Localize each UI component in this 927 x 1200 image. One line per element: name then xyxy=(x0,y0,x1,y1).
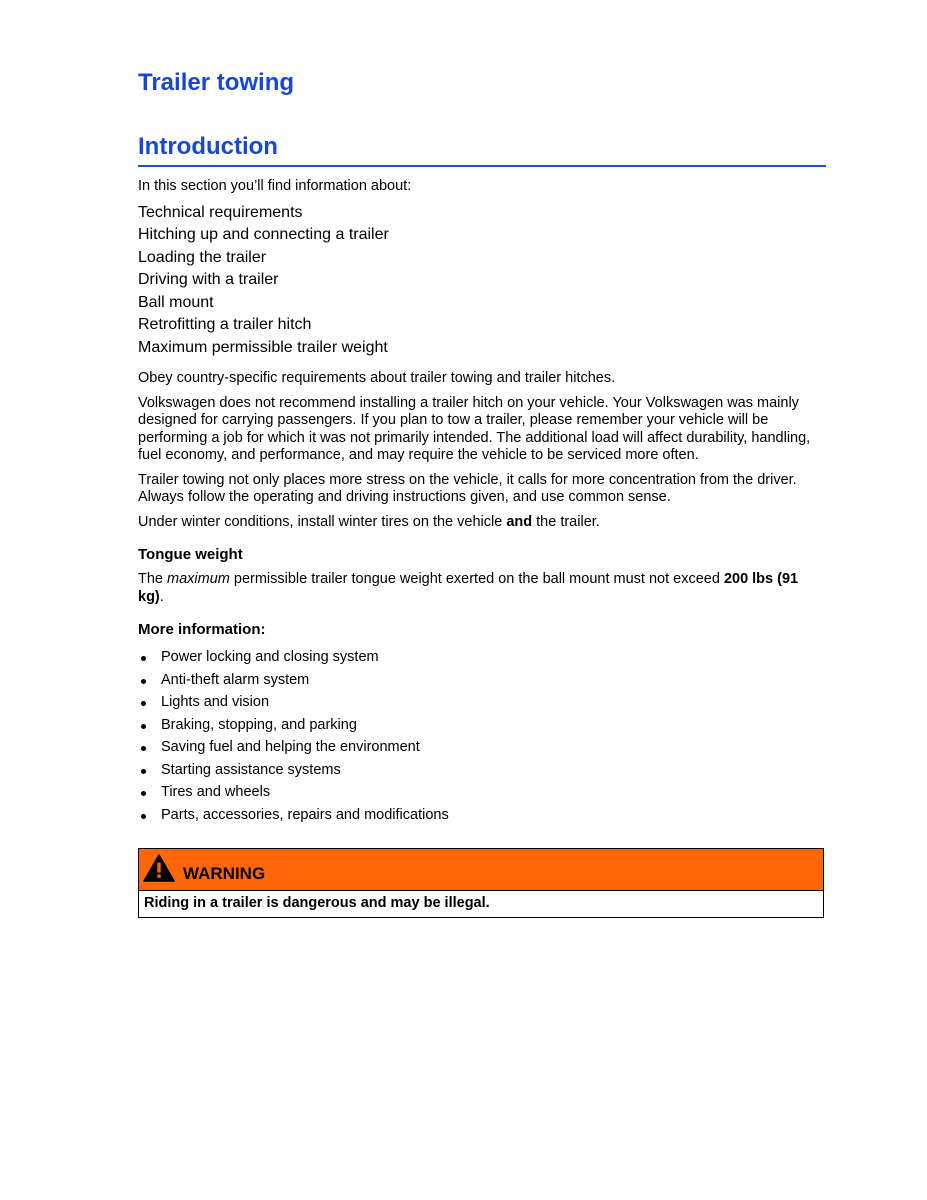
tongue-text-end: . xyxy=(159,588,164,605)
topic-item: Hitching up and connecting a trailer xyxy=(138,226,389,243)
bullet-icon xyxy=(141,701,146,706)
winter-text-bold: and xyxy=(506,513,533,530)
bullet-icon xyxy=(141,746,146,751)
bullet-icon xyxy=(141,724,146,729)
document-page xyxy=(138,66,826,918)
more-info-list xyxy=(138,646,826,826)
tongue-text-middle: permissible trailer tongue weight exerted on the ball mount must not exceed xyxy=(229,571,724,587)
paragraph-recommendation: Volkswagen does not recommend installing a trailer hitch on your vehicle. Your Volkswagen was mainly designed for carrying passengers. If you plan to tow a trailer, please remember your vehicle will be performing a job for which it was not primarily intended. The additional load will affect durability, handling, fuel economy, and performance, and may require the vehicle to be serviced more often. xyxy=(138,394,811,463)
topic-item: Loading the trailer xyxy=(138,248,267,266)
more-info-item[interactable] xyxy=(138,691,826,714)
warning-text: Riding in a trailer is dangerous and may be illegal. xyxy=(144,895,490,911)
topic-item: Maximum permissible trailer weight xyxy=(138,338,388,356)
more-info-item[interactable] xyxy=(138,646,826,669)
paragraph-country-requirements: Obey country-specific requirements about trailer towing and trailer hitches. xyxy=(138,370,616,386)
tongue-text-start: The xyxy=(138,571,168,587)
tongue-text-italic: maximum xyxy=(167,571,230,587)
topic-item: Retrofitting a trailer hitch xyxy=(138,316,312,333)
warning-triangle-icon xyxy=(143,854,175,882)
more-info-item[interactable] xyxy=(138,669,826,692)
topic-item: Ball mount xyxy=(138,293,214,311)
more-info-item[interactable] xyxy=(138,714,826,737)
bullet-icon xyxy=(141,769,146,774)
bullet-icon xyxy=(141,656,146,661)
tongue-weight-text xyxy=(138,571,826,606)
bullet-icon xyxy=(141,679,146,684)
more-info-heading: More information: xyxy=(138,621,266,638)
more-info-item[interactable] xyxy=(138,781,826,804)
more-info-item[interactable] xyxy=(138,736,826,759)
chapter-title: Trailer towing xyxy=(138,69,295,96)
paragraph-stress: Trailer towing not only places more stress on the vehicle, it calls for more concentration from the driver. Always follow the operating and driving instructions given, and use common sense. xyxy=(138,471,797,505)
section-title: Introduction xyxy=(138,130,826,167)
more-info-item-label: Tires and wheels xyxy=(161,784,271,800)
more-info-item[interactable] xyxy=(138,759,826,782)
paragraph-winter xyxy=(138,514,826,532)
warning-label: WARNING xyxy=(183,864,266,883)
topic-list xyxy=(138,202,826,360)
topic-item: Technical requirements xyxy=(138,203,303,221)
winter-text-start: Under winter conditions, install winter tires on the vehicle xyxy=(138,513,507,530)
warning-box xyxy=(138,848,824,918)
more-info-item-label: Anti-theft alarm system xyxy=(161,671,310,688)
more-info-item-label: Power locking and closing system xyxy=(161,649,379,665)
more-info-item-label: Braking, stopping, and parking xyxy=(161,716,357,733)
warning-header xyxy=(139,849,823,891)
more-info-item-label: Parts, accessories, repairs and modifications xyxy=(161,806,449,823)
winter-text-end: the trailer. xyxy=(532,513,600,530)
topic-item: Driving with a trailer xyxy=(138,271,279,288)
tongue-text-bold: 200 lbs (91 kg) xyxy=(138,571,799,605)
more-info-item-label: Lights and vision xyxy=(161,694,270,710)
intro-text: In this section you’ll find information about: xyxy=(138,178,412,194)
tongue-weight-heading: Tongue weight xyxy=(138,546,243,563)
bullet-icon xyxy=(141,814,146,819)
more-info-item-label: Starting assistance systems xyxy=(161,761,341,778)
bullet-icon xyxy=(141,791,146,796)
more-info-item-label: Saving fuel and helping the environment xyxy=(161,739,420,755)
more-info-item[interactable] xyxy=(138,804,826,827)
